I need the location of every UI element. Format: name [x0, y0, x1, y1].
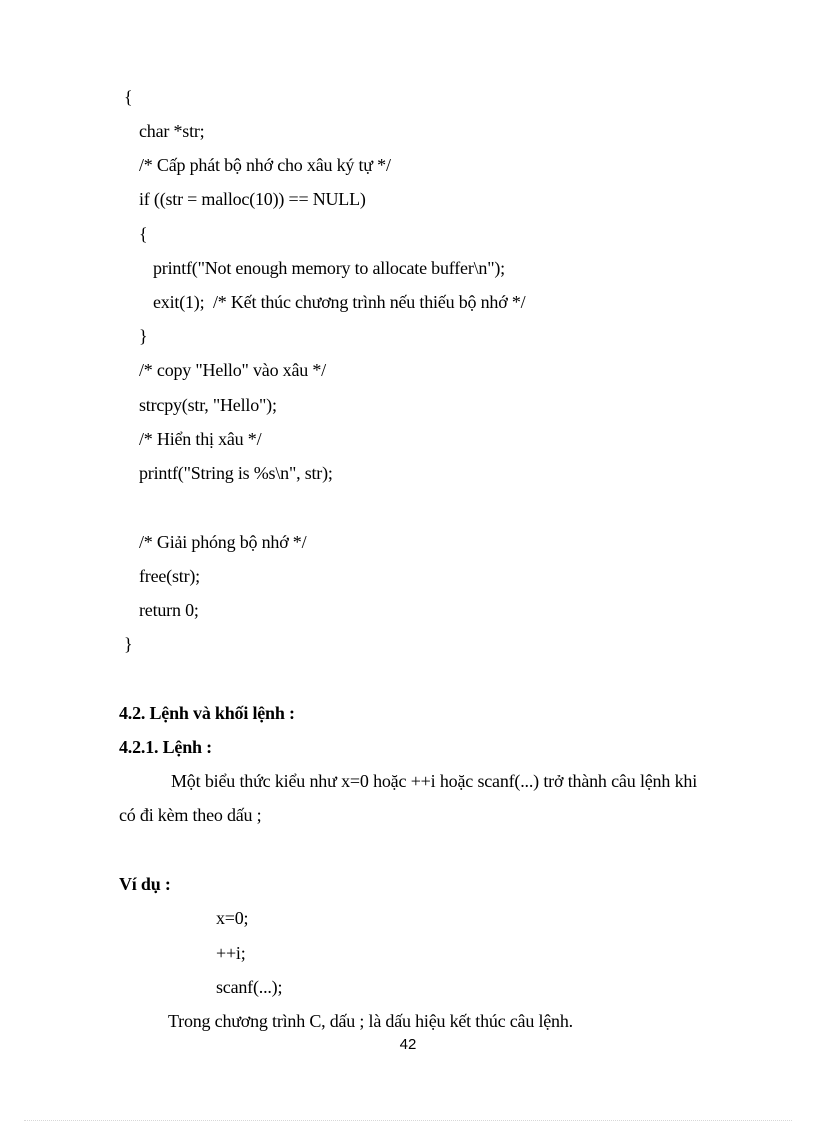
page-bottom-divider [24, 1120, 792, 1121]
code-line: { [124, 87, 133, 107]
code-comment: /* Hiển thị xâu */ [139, 429, 262, 449]
code-line: { [139, 224, 148, 244]
code-line: strcpy(str, "Hello"); [139, 395, 277, 415]
section-heading: 4.2. Lệnh và khối lệnh : [119, 703, 295, 723]
body-paragraph: Một biểu thức kiểu như x=0 hoặc ++i hoặc scanf(...) trở thành câu lệnh khi có đi kèm theo dấu ; [119, 771, 697, 825]
code-comment: /* Cấp phát bộ nhớ cho xâu ký tự */ [139, 155, 391, 175]
example-label: Ví dụ : [119, 874, 171, 894]
code-line: free(str); [139, 566, 200, 586]
code-line: printf("Not enough memory to allocate buffer\n"); [153, 258, 505, 278]
code-line: } [139, 326, 148, 346]
code-line: return 0; [139, 600, 199, 620]
example-line: scanf(...); [216, 977, 283, 997]
code-line: if ((str = malloc(10)) == NULL) [139, 189, 366, 209]
example-line: ++i; [216, 943, 246, 963]
code-line: } [124, 634, 133, 654]
closing-sentence: Trong chương trình C, dấu ; là dấu hiệu kết thúc câu lệnh. [168, 1011, 573, 1031]
example-line: x=0; [216, 908, 249, 928]
subsection-heading: 4.2.1. Lệnh : [119, 737, 212, 757]
code-line: char *str; [139, 121, 205, 141]
code-comment: /* Giải phóng bộ nhớ */ [139, 532, 307, 552]
code-line: printf("String is %s\n", str); [139, 463, 333, 483]
page-number: 42 [399, 1036, 417, 1053]
code-comment: /* copy "Hello" vào xâu */ [139, 360, 326, 380]
code-line: exit(1); /* Kết thúc chương trình nếu thiếu bộ nhớ */ [153, 292, 526, 312]
